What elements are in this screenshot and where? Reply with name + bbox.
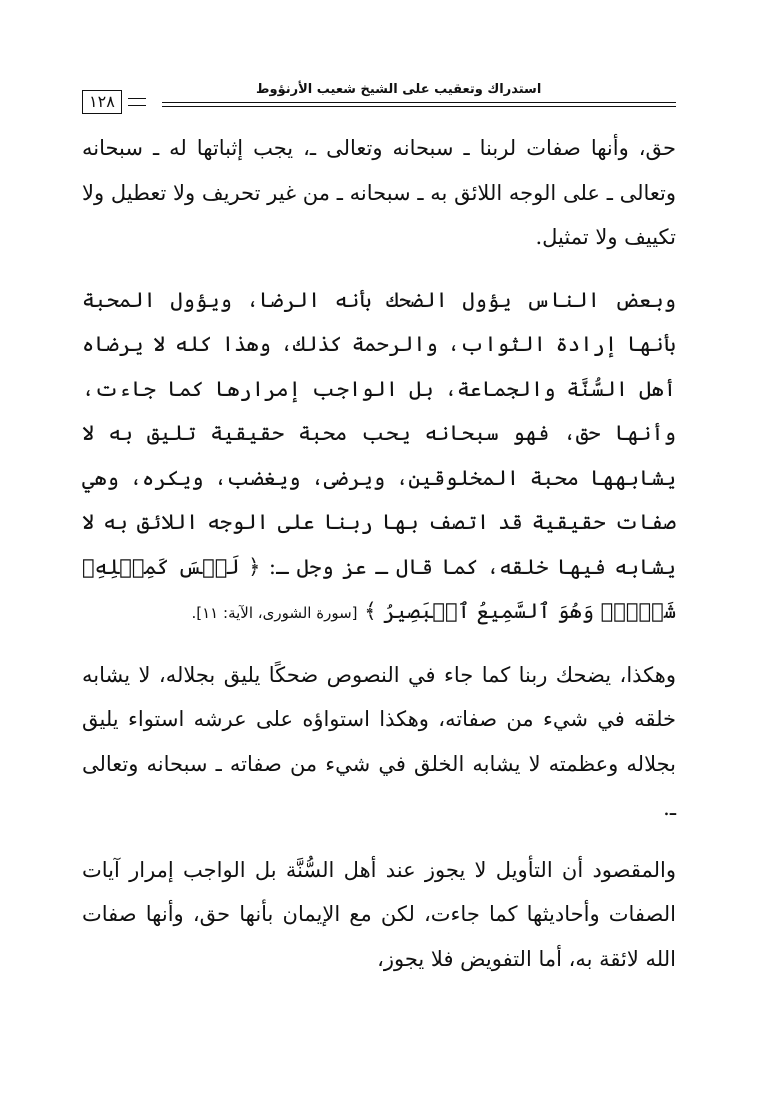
page-number: ١٢٨ [82,90,122,114]
page-number-ornament [128,98,146,106]
paragraph-2-text: وبعض الناس يؤول الضحك بأنه الرضا، ويؤول المحبة بأنها إرادة الثواب، والرحمة كذلك، وهذا كله لا يرضاه أهل السُّنَّة والجماعة، بل الواجب إمرارها كما جاءت، وأنها حق، فهو سبحانه يحب محبة حقيقية تليق به لا يشابهها محبة المخلوقين، ويرضى، ويغضب، ويكره، وهي صفات حقيقية قد اتصف بها ربنا على الوجه اللائق به لا يشابه فيها خلقه، كما قال ـ عز وجل ـ: [82,287,676,579]
running-title: استدراك وتعقيب على الشيخ شعيب الأرنؤوط [256,82,542,97]
page-header [82,82,676,120]
header-rule [162,102,676,103]
paragraph-2 [82,278,676,636]
paragraph-1: حق، وأنها صفات لربنا ـ سبحانه وتعالى ـ، يجب إثباتها له ـ سبحانه وتعالى ـ على الوجه اللائق به ـ سبحانه ـ من غير تحريف ولا تعطيل ولا تكييف ولا تمثيل. [82,136,676,249]
header-rule-thin [162,106,676,107]
verse-citation: [سورة الشورى، الآية: ١١]. [191,604,358,622]
quran-verse: ﴿ لَيۡسَ كَمِثۡلِهِۦ شَيۡءٞۖ وَهُوَ ٱلسَّمِيعُ ٱلۡبَصِيرُ ﴾ [82,554,676,623]
paragraph-3: وهكذا، يضحك ربنا كما جاء في النصوص ضحكًا يليق بجلاله، لا يشابه خلقه في شيء من صفاته، وهكذا استواؤه على عرشه استواء يليق بجلاله وعظمته لا يشابه الخلق في شيء من صفاته ـ سبحانه وتعالى ـ. [82,662,676,820]
paragraph-4: والمقصود أن التأويل لا يجوز عند أهل السُّنَّة بل الواجب إمرار آيات الصفات وأحاديثها كما جاءت، لكن مع الإيمان بأنها حق، وأنها صفات الله لائقة به، أما التفويض فلا يجوز، [82,857,676,971]
page-number-box [82,90,146,114]
body-text [82,126,676,998]
